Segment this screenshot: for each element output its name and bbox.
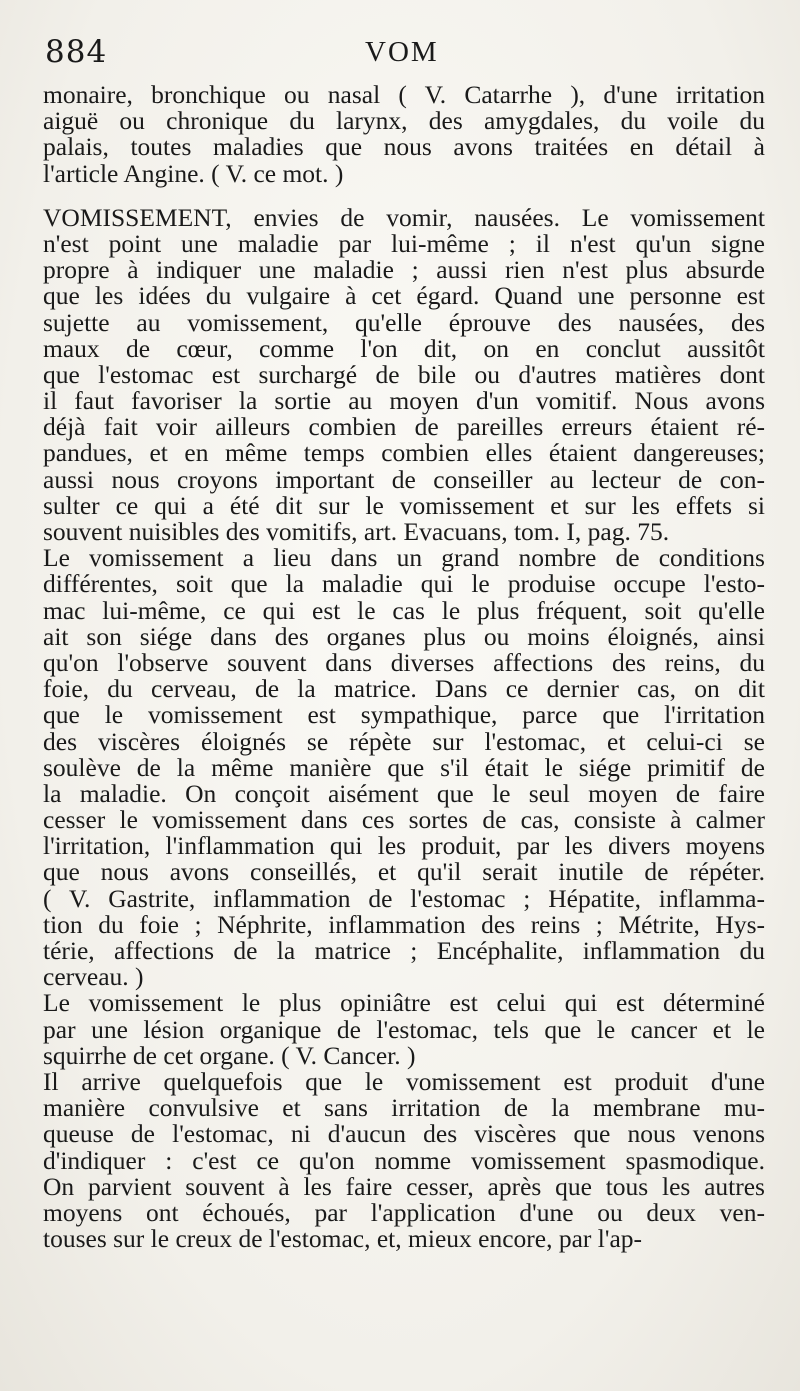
text-line: qu'on l'observe souvent dans diverses affections des reins, du [43, 647, 765, 677]
text-line: moyens ont échoués, par l'application d'une ou deux ven- [43, 1197, 765, 1227]
running-head: VOM [365, 36, 439, 68]
text-line: la maladie. On conçoit aisément que le seul moyen de faire [43, 778, 765, 808]
text-line: que nous avons conseillés, et qu'il serait inutile de répéter. [43, 857, 765, 887]
body-text [43, 82, 765, 1252]
text-line: différentes, soit que la maladie qui le produise occupe l'esto- [43, 569, 765, 599]
text-line: Le vomissement le plus opiniâtre est celui qui est déterminé [43, 988, 765, 1018]
text-line: d'indiquer : c'est ce qu'on nomme vomissement spasmodique. [43, 1145, 765, 1175]
text-line: VOMISSEMENT, envies de vomir, nausées. Le vomissement [43, 202, 765, 232]
text-line: mac lui-même, ce qui est le cas le plus fréquent, soit qu'elle [43, 595, 765, 625]
paragraph [43, 82, 765, 187]
paragraph [43, 545, 765, 990]
text-line: l'article Angine. ( V. ce mot. ) [43, 158, 344, 188]
text-line: sulter ce qui a été dit sur le vomissement et sur les effets si [43, 490, 765, 520]
text-line: foie, du cerveau, de la matrice. Dans ce dernier cas, on dit [43, 674, 765, 704]
text-line: touses sur le creux de l'estomac, et, mieux encore, par l'ap- [43, 1224, 643, 1254]
text-line: il faut favoriser la sortie au moyen d'un vomitif. Nous avons [43, 386, 765, 416]
text-line: Le vomissement a lieu dans un grand nombre de conditions [43, 543, 765, 573]
text-line: pandues, et en même temps combien elles étaient dangereuses; [43, 438, 765, 468]
text-line: manière convulsive et sans irritation de la membrane mu- [43, 1093, 765, 1123]
text-line: tion du foie ; Néphrite, inflammation des reins ; Métrite, Hys- [43, 909, 765, 939]
text-line: térie, affections de la matrice ; Encéphalite, inflammation du [43, 936, 765, 965]
text-line: Il arrive quelquefois que le vomissement est produit d'une [43, 1066, 765, 1096]
text-line: que le vomissement est sympathique, parce que l'irritation [43, 700, 765, 730]
text-line: queuse de l'estomac, ni d'aucun des viscères que nous venons [43, 1119, 765, 1149]
text-line: propre à indiquer une maladie ; aussi rien n'est plus absurde [43, 255, 765, 285]
paragraph [43, 202, 765, 546]
text-line: des viscères éloignés se répète sur l'estomac, et celui-ci se [43, 726, 765, 756]
text-line: cerveau. ) [43, 962, 144, 992]
text-line: par une lésion organique de l'estomac, tels que le cancer et le [43, 1014, 765, 1044]
text-line: souvent nuisibles des vomitifs, art. Evacuans, tom. I, pag. 75. [43, 517, 670, 546]
paragraph [43, 1066, 765, 1254]
text-line: déjà fait voir ailleurs combien de pareilles erreurs étaient ré- [43, 412, 765, 442]
text-line: sujette au vomissement, qu'elle éprouve des nausées, des [43, 307, 765, 337]
text-line: ( V. Gastrite, inflammation de l'estomac ; Hépatite, inflamma- [43, 883, 765, 913]
text-line: que les idées du vulgaire à cet égard. Quand une personne est [43, 281, 765, 311]
page-header [45, 34, 760, 74]
text-line: ait son siége dans des organes plus ou moins éloignés, ainsi [43, 621, 765, 651]
text-line: n'est point une maladie par lui-même ; il n'est qu'un signe [43, 228, 765, 258]
text-line: aiguë ou chronique du larynx, des amygdales, du voile du [43, 106, 765, 136]
text-line: squirrhe de cet organe. ( V. Cancer. ) [43, 1040, 416, 1070]
text-line: aussi nous croyons important de conseiller au lecteur de con- [43, 464, 765, 494]
text-line: On parvient souvent à les faire cesser, après que tous les autres [43, 1171, 765, 1201]
text-line: l'irritation, l'inflammation qui les produit, par les divers moyens [43, 831, 765, 861]
text-line: cesser le vomissement dans ces sortes de cas, consiste à calmer [43, 805, 765, 835]
page-number: 884 [45, 34, 108, 70]
text-line: maux de cœur, comme l'on dit, on en conclut aussitôt [43, 333, 765, 363]
paragraph [43, 990, 765, 1069]
text-line: palais, toutes maladies que nous avons traitées en détail à [43, 132, 765, 162]
text-line: soulève de la même manière que s'il était le siége primitif de [43, 752, 765, 782]
text-line: monaire, bronchique ou nasal ( V. Catarrhe ), d'une irritation [43, 80, 765, 109]
text-line: que l'estomac est surchargé de bile ou d'autres matières dont [43, 359, 765, 389]
